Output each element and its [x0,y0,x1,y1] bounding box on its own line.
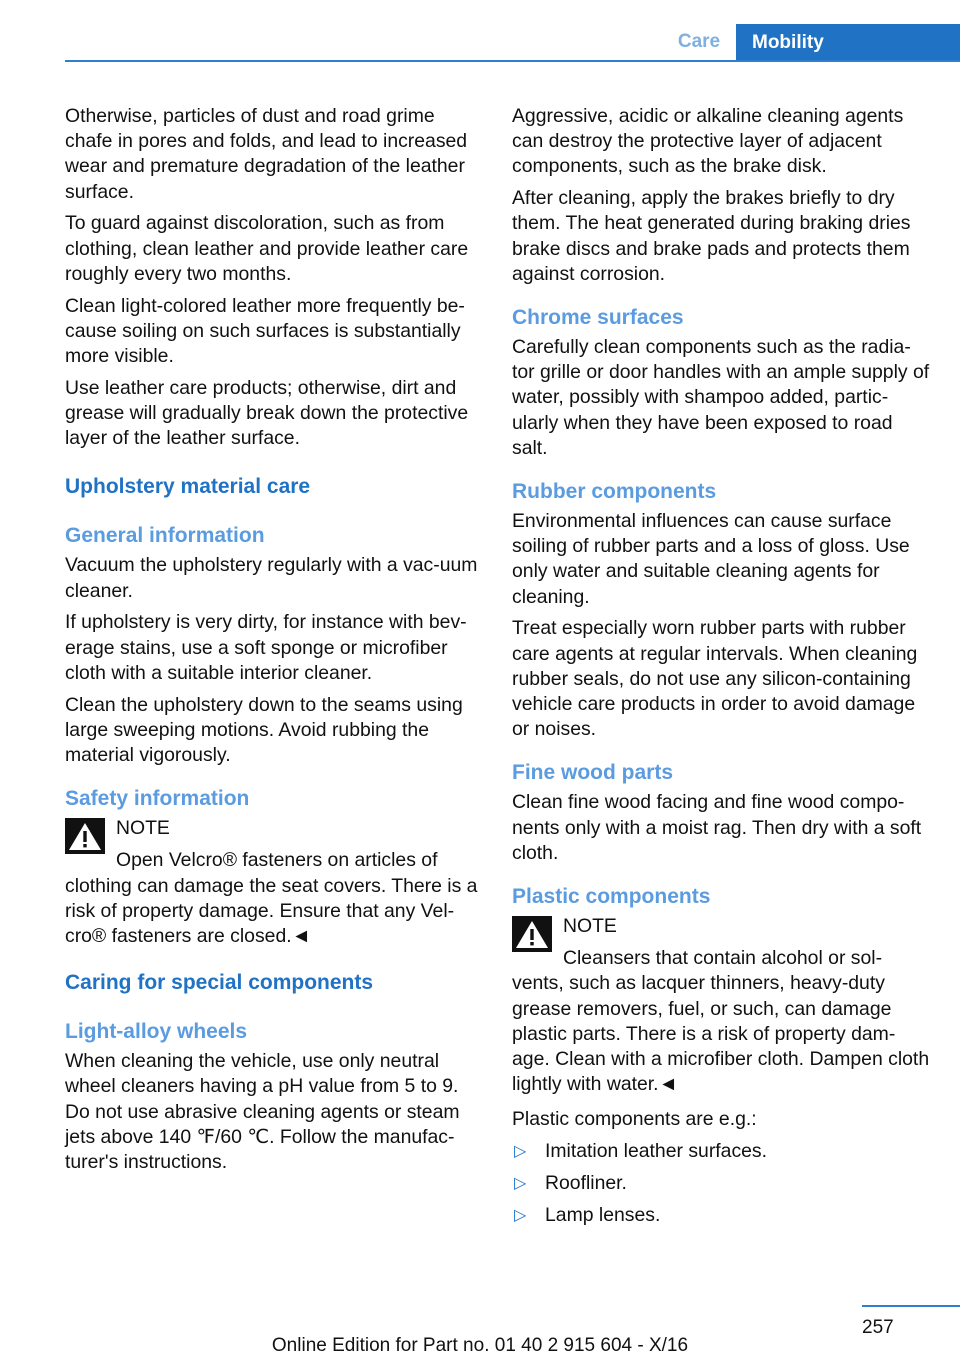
paragraph: When cleaning the vehicle, use only neutral wheel cleaners having a pH value from 5 to 9. Do not use abrasive cleaning agents or steam jets above 140 ℉/60 ℃. Follow the manufac-turer's instructions. [65,1050,460,1174]
list-item [512,1171,930,1196]
heading-upholstery-material-care: Upholstery material care [65,475,311,499]
paragraph: Carefully clean components such as the radia-tor grille or door handles with an ample supply of water, possibly with shampoo added, partic-ularly when they have been exposed to road salt. [512,336,930,459]
triangle-bullet-icon: ▷ [514,1143,527,1161]
footer-rule [862,1305,960,1307]
heading-caring-for-special-components: Caring for special components [65,971,374,995]
paragraph: To guard against discoloration, such as from clothing, clean leather and provide leather care roughly every two months. [65,212,469,285]
note-text: vents, such as lacquer thinners, heavy-duty grease removers, fuel, or such, can damage plastic parts. There is a risk of property dam-age. Clean with a microfiber cloth. Dampen cloth lightly with water.◄ [512,972,930,1096]
triangle-bullet-icon: ▷ [514,1175,527,1193]
list-item [512,1139,930,1164]
page-number: 257 [862,1317,894,1338]
paragraph: Vacuum the upholstery regularly with a vac-uum cleaner. [65,554,478,602]
triangle-bullet-icon: ▷ [514,1206,527,1224]
paragraph: If upholstery is very dirty, for instance with bev-erage stains, use a soft sponge or microfiber cloth with a suitable interior cleaner. [65,611,467,684]
tab-mobility[interactable]: Mobility [736,24,960,62]
note-title: NOTE [563,915,617,938]
heading-safety-information: Safety information [65,787,250,811]
bullet-list [512,1139,930,1228]
paragraph: After cleaning, apply the brakes briefly to dry them. The heat generated during braking dries brake discs and brake pads and protects them against corrosion. [512,187,911,285]
heading-chrome-surfaces: Chrome surfaces [512,306,684,330]
note-text: clothing can damage the seat covers. There is a risk of property damage. Ensure that any Vel-cro® fasteners are closed.◄ [65,874,478,948]
list-item [512,1203,930,1228]
left-column [65,104,483,1182]
note-text-first-line: Cleansers that contain alcohol or sol- [563,947,883,970]
note-text-first-line: Open Velcro® fasteners on articles of [116,849,438,872]
paragraph: Use leather care products; otherwise, dirt and grease will gradually break down the protective layer of the leather surface. [65,376,469,450]
paragraph: Clean fine wood facing and fine wood compo-nents only with a moist rag. Then dry with a soft cloth. [512,791,922,864]
heading-light-alloy-wheels: Light-alloy wheels [65,1020,248,1044]
paragraph: Treat especially worn rubber parts with rubber care agents at regular intervals. When cleaning rubber seals, do not use any silicon-containing vehicle care products in order to avoid damage or noises. [512,617,918,741]
note-block [512,914,930,1097]
heading-general-information: General information [65,524,265,548]
warning-icon [65,818,105,854]
edition-footer: Online Edition for Part no. 01 40 2 915 604 - X/16 [271,1335,689,1356]
paragraph: Clean the upholstery down to the seams using large sweeping motions. Avoid rubbing the material vigorously. [65,693,463,767]
heading-fine-wood-parts: Fine wood parts [512,761,674,785]
warning-icon [512,916,552,952]
paragraph: Clean light-colored leather more frequently be-cause soiling on such surfaces is substantially more visible. [65,294,465,368]
heading-plastic-components: Plastic components [512,885,711,909]
paragraph: Otherwise, particles of dust and road grime chafe in pores and folds, and lead to increased wear and premature degradation of the leather surface. [65,105,468,203]
paragraph: Environmental influences can cause surface soiling of rubber parts and a loss of gloss. Use only water and suitable cleaning agents for cleaning. [512,510,910,608]
header-rule [65,60,960,62]
paragraph: Aggressive, acidic or alkaline cleaning agents can destroy the protective layer of adjacent components, such as the brake disk. [512,105,904,178]
right-column [512,104,930,1235]
tab-care[interactable]: Care [677,31,721,52]
list-item-text: Roofliner. [545,1172,627,1195]
note-block [65,816,483,949]
list-item-text: Lamp lenses. [545,1203,661,1226]
heading-rubber-components: Rubber components [512,480,717,504]
paragraph: Plastic components are e.g.: [512,1108,757,1131]
note-title: NOTE [116,817,170,840]
list-item-text: Imitation leather surfaces. [545,1140,768,1163]
